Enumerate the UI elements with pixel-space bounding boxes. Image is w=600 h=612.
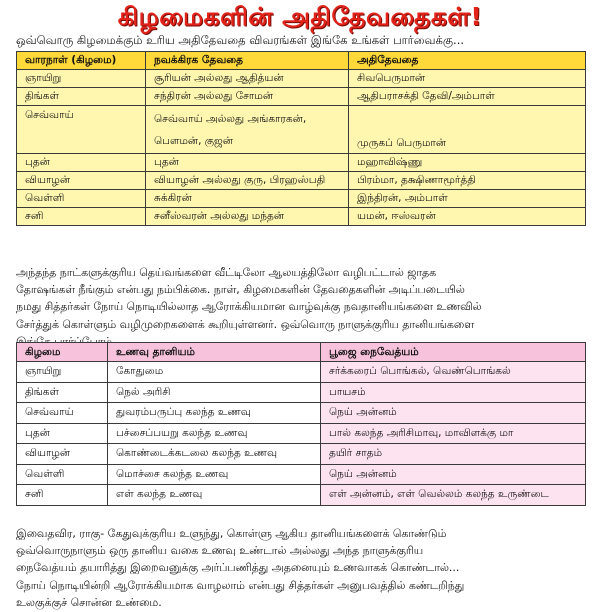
table-row [17, 190, 586, 208]
cell-day: புதன் [17, 423, 108, 444]
cell-offering: நெய் அன்னம் [321, 464, 586, 485]
cell-deity: பிரம்மா, தக்ஷிணாமூர்த்தி [349, 172, 586, 190]
cell-deity: மஹாவிஷ்ணு [349, 154, 586, 172]
cell-planet-line: பௌமன், குஜன் [154, 134, 233, 147]
table-row [17, 403, 586, 424]
cell-deity: முருகப் பெருமான் [349, 106, 586, 154]
cell-offering: பாயசம் [321, 382, 586, 403]
paragraph-line: நைவேத்யம் தயாரித்து இறைவனுக்கு அர்ப்பணித்து அதனையும் உணவாகக் கொண்டால்... [16, 561, 460, 575]
cell-grain: துவரம்பருப்பு கலந்த உணவு [108, 403, 321, 424]
paragraph-line: சேர்த்துக் கொள்ளும் வழிமுறைகளைக் கூறியுள்ளனர். ஒவ்வொரு நாளுக்குரிய தானியங்களை [16, 317, 475, 331]
table-row [17, 70, 586, 88]
table-row [17, 172, 586, 190]
cell-deity: ஆதிபராசக்தி தேவி/அம்பாள் [349, 88, 586, 106]
deity-table-header [17, 52, 586, 70]
cell-grain: நெல் அரிசி [108, 382, 321, 403]
header-deity: அதிதேவதை [349, 52, 586, 70]
cell-deity: இந்திரன், அம்பாள் [349, 190, 586, 208]
cell-offering: நெய் அன்னம் [321, 403, 586, 424]
paragraph-line: தோஷங்கள் நீங்கும் என்பது நம்பிக்கை. நாள், கிழமைகளின் தேவதைகளின் அடிப்படையில் [16, 283, 465, 297]
cell-planet: சுக்கிரன் [146, 190, 349, 208]
cell-day: செவ்வாய் [17, 403, 108, 424]
cell-planet-line: செவ்வாய் அல்லது அங்காரகன், [154, 112, 307, 125]
table-row [17, 208, 586, 226]
header-day: கிழமை [17, 343, 108, 362]
cell-grain: மொச்சை கலந்த உணவு [108, 464, 321, 485]
cell-grain: எள் கலந்த உணவு [108, 485, 321, 506]
table-row [17, 362, 586, 383]
cell-offering: தயிர் சாதம் [321, 444, 586, 465]
cell-day: புதன் [17, 154, 146, 172]
food-table [16, 342, 586, 506]
cell-day: வெள்ளி [17, 190, 146, 208]
cell-grain: கோதுமை [108, 362, 321, 383]
paragraph-1 [16, 264, 588, 350]
cell-planet [146, 106, 349, 154]
cell-grain: கொண்டைக்கடலை கலந்த உணவு [108, 444, 321, 465]
cell-deity: யமன், ஈஸ்வரன் [349, 208, 586, 226]
cell-offering: எள் அன்னம், எள் வெல்லம் கலந்த உருண்டை [321, 485, 586, 506]
table-row [17, 382, 586, 403]
header-planet: நவக்கிரக தேவதை [146, 52, 349, 70]
paragraph-2 [16, 525, 588, 611]
food-table-header [17, 343, 586, 362]
cell-day: திங்கள் [17, 382, 108, 403]
cell-offering: பால் கலந்த அரிசிமாவு, மாவிளக்கு மா [321, 423, 586, 444]
cell-day: வியாழன் [17, 444, 108, 465]
cell-day: திங்கள் [17, 88, 146, 106]
header-grain: உணவு தானியம் [108, 343, 321, 362]
cell-day: சனி [17, 208, 146, 226]
cell-day: ஞாயிறு [17, 70, 146, 88]
cell-planet: சூரியன் அல்லது ஆதித்யன் [146, 70, 349, 88]
table-row [17, 464, 586, 485]
header-weekday: வாரநாள் (கிழமை) [17, 52, 146, 70]
intro-text: ஒவ்வொரு கிழமைக்கும் உரிய அதிதேவதை விவரங்கள் இங்கே உங்கள் பார்வைக்கு... [16, 33, 465, 47]
table-row [17, 423, 586, 444]
table-row [17, 154, 586, 172]
cell-planet: சனீஸ்வரன் அல்லது மந்தன் [146, 208, 349, 226]
page-title: கிழமைகளின் அதிதேவதைகள்! [117, 2, 483, 31]
table-row [17, 106, 586, 154]
cell-deity: சிவபெருமான் [349, 70, 586, 88]
paragraph-line: அந்தந்த நாட்களுக்குரிய தெய்வங்களை வீட்டிலோ ஆலயத்திலோ வழிபட்டால் ஜாதக [16, 266, 437, 279]
table-row [17, 88, 586, 106]
paragraph-line: ஒவ்வொருநாளும் ஒரு தானிய வகை உணவு உண்டால் அல்லது அந்த நாளுக்குரிய [16, 544, 424, 558]
cell-day: ஞாயிறு [17, 362, 108, 383]
paragraph-line: இவைதவிர, ராகு- கேதுவுக்குரிய உளுந்து, கொள்ளு ஆகிய தானியங்களைக் கொண்டும் [16, 527, 447, 540]
paragraph-line: உலகுக்குச் சொன்ன உண்மை. [16, 595, 162, 609]
cell-day: வியாழன் [17, 172, 146, 190]
table-row [17, 444, 586, 465]
cell-day: வெள்ளி [17, 464, 108, 485]
paragraph-line: நோய் நொடியின்றி ஆரோக்கியமாக வாழலாம் என்பது சித்தர்கள் அனுபவத்தில் கண்டறிந்து [16, 578, 465, 592]
cell-offering: சர்க்கரைப் பொங்கல், வெண்பொங்கல் [321, 362, 586, 383]
paragraph-line: நமது சித்தர்கள் நோய் நொடியில்லாத ஆரோக்கியமான வாழ்வுக்கு நவதானியங்களை உணவில் [16, 300, 482, 314]
deity-table [16, 51, 586, 226]
header-offering: பூஜை நைவேத்யம் [321, 343, 586, 362]
cell-grain: பச்சைப்பயறு கலந்த உணவு [108, 423, 321, 444]
cell-planet: புதன் [146, 154, 349, 172]
cell-day: சனி [17, 485, 108, 506]
cell-day: செவ்வாய் [17, 106, 146, 154]
table-row [17, 485, 586, 506]
cell-planet: சந்திரன் அல்லது சோமன் [146, 88, 349, 106]
cell-planet: வியாழன் அல்லது குரு, பிரஹஸ்பதி [146, 172, 349, 190]
